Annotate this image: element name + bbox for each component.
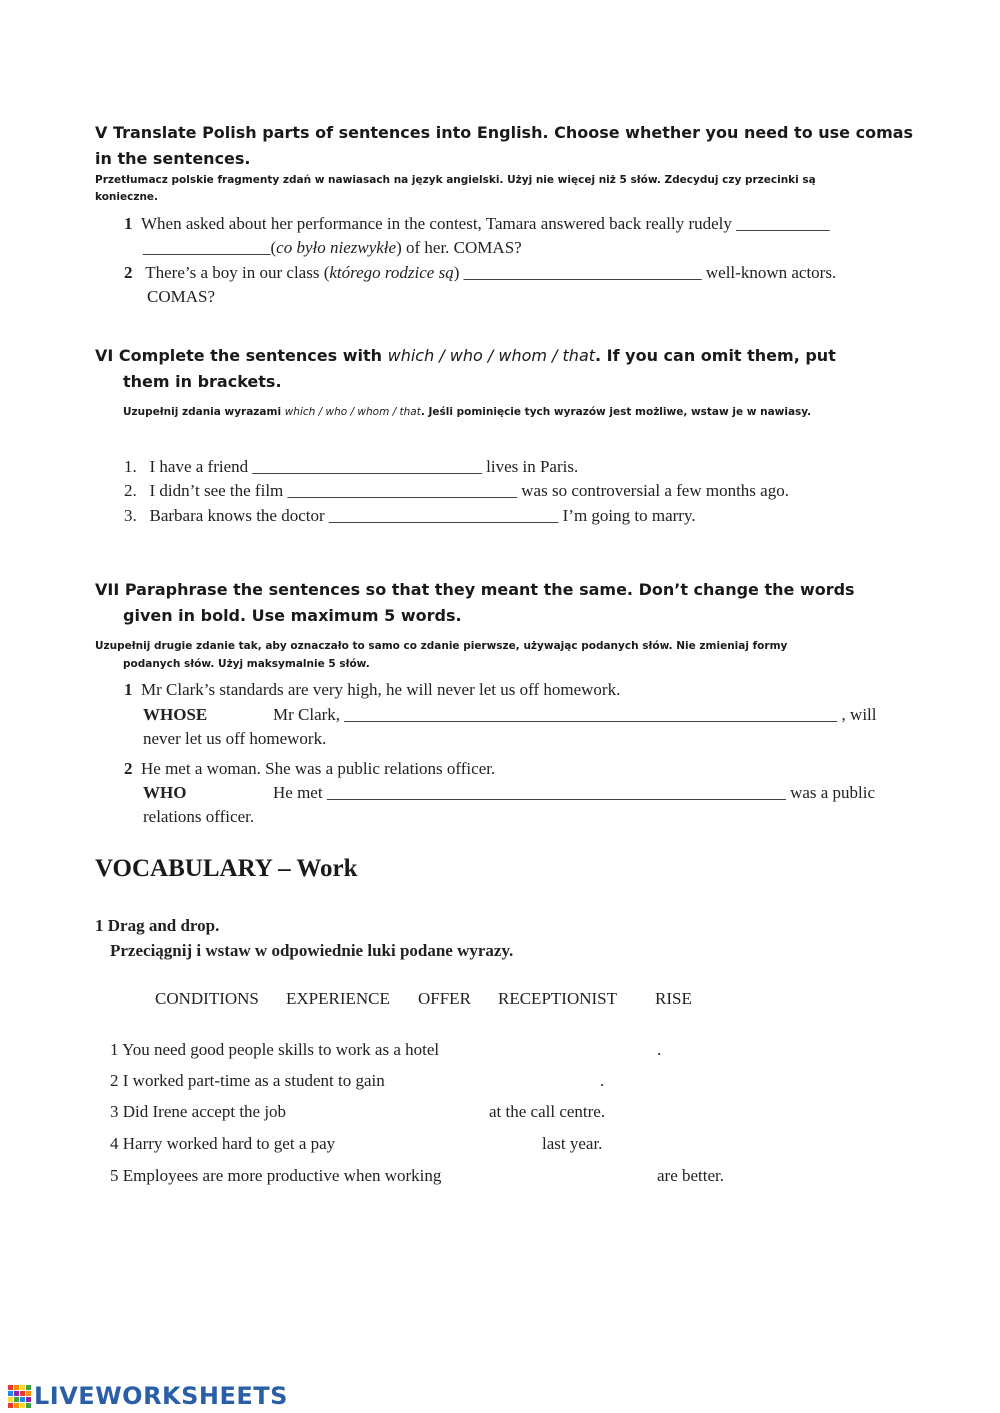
instruction-text: Uzupełnij zdania wyrazami	[123, 406, 282, 418]
drop-zone-5[interactable]	[475, 1166, 653, 1184]
section-7-item-1-continuation: never let us off homework.	[143, 729, 327, 748]
vocab-item-4	[110, 1134, 335, 1154]
section-5-item-1-line2: _______________(co było niezwykłe) of her. COMAS?	[143, 238, 522, 257]
drop-zone-1[interactable]	[475, 1040, 655, 1058]
drag-word-receptionist[interactable]: RECEPTIONIST	[498, 989, 617, 1008]
drop-zone-2[interactable]	[412, 1071, 598, 1089]
answer-blank[interactable]: __________________________________________________________	[344, 705, 838, 724]
item-number: 1	[124, 214, 133, 233]
item-text: of her. COMAS?	[406, 238, 522, 257]
title-text: VI Complete the sentences with	[95, 346, 383, 365]
section-7-title-line1: VII Paraphrase the sentences so that they meant the same. Don’t change the words	[95, 580, 855, 599]
section-5-item-2-line1	[124, 263, 836, 283]
item-text: 3 Did Irene accept the job	[110, 1102, 287, 1121]
logo-text: LIVEWORKSHEETS	[34, 1382, 288, 1410]
item-text: When asked about her performance in the contest, Tamara answered back really rudely	[141, 214, 732, 233]
drop-zone-3[interactable]	[305, 1102, 485, 1120]
vocab-item-1	[110, 1040, 439, 1060]
section-7-item-1-answer-line	[273, 705, 877, 725]
item-number: 2	[124, 759, 133, 778]
vocabulary-task-instruction: Przeciągnij i wstaw w odpowiednie luki podane wyrazy.	[110, 941, 514, 960]
section-7-item-2-answer-line	[273, 783, 875, 803]
item-text: Mr Clark’s standards are very high, he will never let us off homework.	[141, 680, 621, 699]
drag-word-rise[interactable]: RISE	[655, 989, 692, 1008]
section-7-title-line2: given in bold. Use maximum 5 words.	[123, 606, 462, 625]
title-words: which / who / whom / that	[387, 346, 596, 365]
section-6-item-2	[124, 481, 789, 501]
item-text: I’m going to marry.	[562, 506, 696, 525]
instruction-words: which / who / whom / that	[284, 406, 421, 418]
section-5-title-line1: V Translate Polish parts of sentences into English. Choose whether you need to use comas	[95, 123, 914, 142]
section-5-item-2-line2: COMAS?	[147, 287, 216, 306]
item-text: was so controversial a few months ago.	[521, 481, 789, 500]
item-text: I have a friend	[149, 457, 249, 476]
item-text: 1 You need good people skills to work as a hotel	[110, 1040, 440, 1059]
drop-zone-4[interactable]	[358, 1134, 538, 1152]
polish-phrase: którego rodzice są	[329, 263, 454, 282]
item-text: well-known actors.	[705, 263, 837, 282]
section-5-instruction-line1: Przetłumacz polskie fragmenty zdań w nawiasach na język angielski. Użyj nie więcej niż 5 słów. Zdecyduj czy przecinki są	[95, 174, 816, 186]
section-7-instruction-line1: Uzupełnij drugie zdanie tak, aby oznaczało to samo co zdanie pierwsze, używając podanych słów. Nie zmieniaj formy	[95, 640, 788, 652]
section-6-title-line1	[95, 346, 836, 365]
vocab-item-1-end: .	[657, 1040, 662, 1059]
item-text: 2 I worked part-time as a student to gain	[110, 1071, 385, 1090]
section-5-title-line2: in the sentences.	[95, 149, 251, 168]
item-number: 2	[124, 263, 133, 282]
item-text: There’s a boy in our class (	[145, 263, 330, 282]
section-5-instruction-line2: konieczne.	[95, 191, 159, 203]
item-text: was a public	[790, 783, 876, 802]
item-number: 1	[124, 680, 133, 699]
answer-blank[interactable]: ___________	[736, 214, 830, 233]
vocab-item-3	[110, 1102, 286, 1122]
vocab-item-3-end: at the call centre.	[489, 1102, 606, 1121]
drag-word-experience[interactable]: EXPERIENCE	[286, 989, 390, 1008]
vocabulary-task-title: 1 Drag and drop.	[95, 916, 220, 935]
section-7-item-2-keyword: WHO	[143, 783, 187, 802]
item-text: He met a woman. She was a public relations officer.	[141, 759, 496, 778]
item-text: 5 Employees are more productive when working	[110, 1166, 442, 1185]
section-7-item-1-keyword: WHOSE	[143, 705, 208, 724]
answer-blank[interactable]: ___________________________	[328, 506, 559, 525]
polish-phrase: co było niezwykłe	[276, 238, 397, 257]
logo-grid-icon	[8, 1385, 31, 1408]
item-text: )	[453, 263, 460, 282]
section-7-item-2-continuation: relations officer.	[143, 807, 255, 826]
item-number: 1.	[124, 457, 137, 476]
item-text: 4 Harry worked hard to get a pay	[110, 1134, 336, 1153]
section-5-item-1-line1	[124, 214, 830, 234]
answer-blank[interactable]: ____________________________	[463, 263, 702, 282]
vocab-item-5	[110, 1166, 441, 1186]
vocab-item-5-end: are better.	[657, 1166, 725, 1185]
vocab-item-4-end: last year.	[542, 1134, 603, 1153]
vocabulary-title: VOCABULARY – Work	[95, 855, 358, 882]
item-text: Barbara knows the doctor	[149, 506, 325, 525]
answer-blank[interactable]: ___________________________	[252, 457, 482, 476]
vocab-item-2	[110, 1071, 385, 1091]
item-text: lives in Paris.	[486, 457, 579, 476]
item-text: , will	[841, 705, 877, 724]
answer-blank[interactable]: _______________	[143, 238, 271, 257]
item-text: He met	[273, 783, 323, 802]
item-number: 2.	[124, 481, 137, 500]
section-6-item-3	[124, 506, 696, 526]
item-text: I didn’t see the film	[149, 481, 284, 500]
vocab-item-2-end: .	[600, 1071, 605, 1090]
section-6-title-line2: them in brackets.	[123, 372, 282, 391]
drag-word-conditions[interactable]: CONDITIONS	[155, 989, 259, 1008]
section-6-item-1	[124, 457, 578, 477]
section-7-item-1-sentence	[124, 680, 620, 700]
drag-word-offer[interactable]: OFFER	[418, 989, 471, 1008]
section-7-item-2-sentence	[124, 759, 495, 779]
section-6-instruction	[123, 406, 811, 418]
section-7-instruction-line2: podanych słów. Użyj maksymalnie 5 słów.	[123, 658, 370, 670]
instruction-text: . Jeśli pominięcie tych wyrazów jest możliwe, wstaw je w nawiasy.	[420, 406, 812, 418]
title-text: . If you can omit them, put	[595, 346, 836, 365]
item-text: Mr Clark,	[273, 705, 341, 724]
answer-blank[interactable]: ______________________________________________________	[326, 783, 786, 802]
answer-blank[interactable]: ___________________________	[287, 481, 518, 500]
item-number: 3.	[124, 506, 137, 525]
liveworksheets-logo[interactable]	[8, 1381, 288, 1411]
